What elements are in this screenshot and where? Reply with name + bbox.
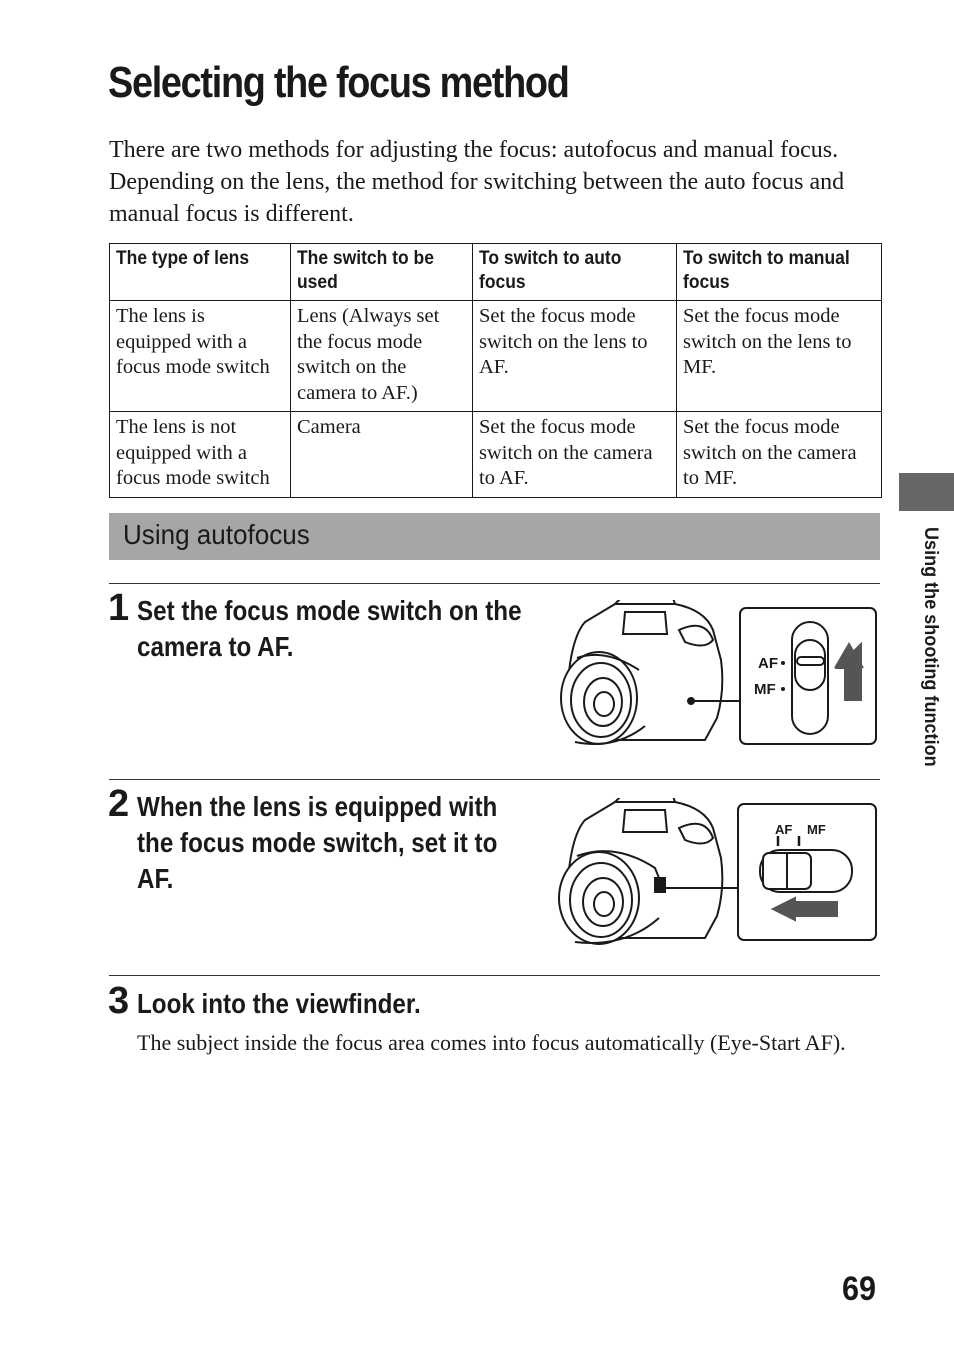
table-header-cell: The switch to be used <box>291 244 473 301</box>
table-cell: Set the focus mode switch on the camera to AF. <box>473 412 677 498</box>
table-cell: Lens (Always set the focus mode switch on the camera to AF.) <box>291 301 473 412</box>
table-header-cell: The type of lens <box>110 244 291 301</box>
step-number: 3 <box>108 980 130 1022</box>
table-cell: Camera <box>291 412 473 498</box>
step-instruction: Set the focus mode switch on the camera to AF. <box>137 595 522 662</box>
page-number: 69 <box>842 1270 877 1308</box>
table-row <box>110 412 882 498</box>
step-number: 2 <box>108 783 130 825</box>
lens-switch-icon <box>555 798 880 948</box>
step-instruction: Look into the viewfinder. <box>137 988 421 1019</box>
table-cell: The lens is equipped with a focus mode switch <box>110 301 291 412</box>
step-divider <box>109 583 880 584</box>
step-instruction: When the lens is equipped with the focus mode switch, set it to AF. <box>137 791 498 894</box>
lens-focus-table <box>109 243 882 498</box>
intro-paragraph: There are two methods for adjusting the focus: autofocus and manual focus. Depending on the lens, the method for switching between the auto focus and manual focus is different. <box>109 137 845 227</box>
af-label: AF <box>775 822 793 837</box>
mf-label: MF <box>807 822 826 837</box>
table-header-row <box>110 244 882 301</box>
step-divider <box>109 975 880 976</box>
table-cell: The lens is not equipped with a focus mode switch <box>110 412 291 498</box>
af-label: AF <box>758 655 778 672</box>
chapter-tab-marker <box>899 473 954 511</box>
page-title: Selecting the focus method <box>108 58 569 107</box>
mf-label: MF <box>754 681 776 698</box>
table-cell: Set the focus mode switch on the lens to AF. <box>473 301 677 412</box>
step-number: 1 <box>108 587 130 629</box>
table-row <box>110 301 882 412</box>
step-divider <box>109 779 880 780</box>
section-heading-bar <box>109 513 880 560</box>
camera-body-switch-icon <box>555 600 880 750</box>
chapter-side-label: Using the shooting function <box>920 527 941 767</box>
table-cell: Set the focus mode switch on the camera to MF. <box>677 412 882 498</box>
table-cell: Set the focus mode switch on the lens to MF. <box>677 301 882 412</box>
table-header-cell: To switch to manual focus <box>677 244 882 301</box>
step-description: The subject inside the focus area comes into focus automatically (Eye-Start AF). <box>137 1030 846 1055</box>
section-heading: Using autofocus <box>123 519 310 550</box>
table-header-cell: To switch to auto focus <box>473 244 677 301</box>
